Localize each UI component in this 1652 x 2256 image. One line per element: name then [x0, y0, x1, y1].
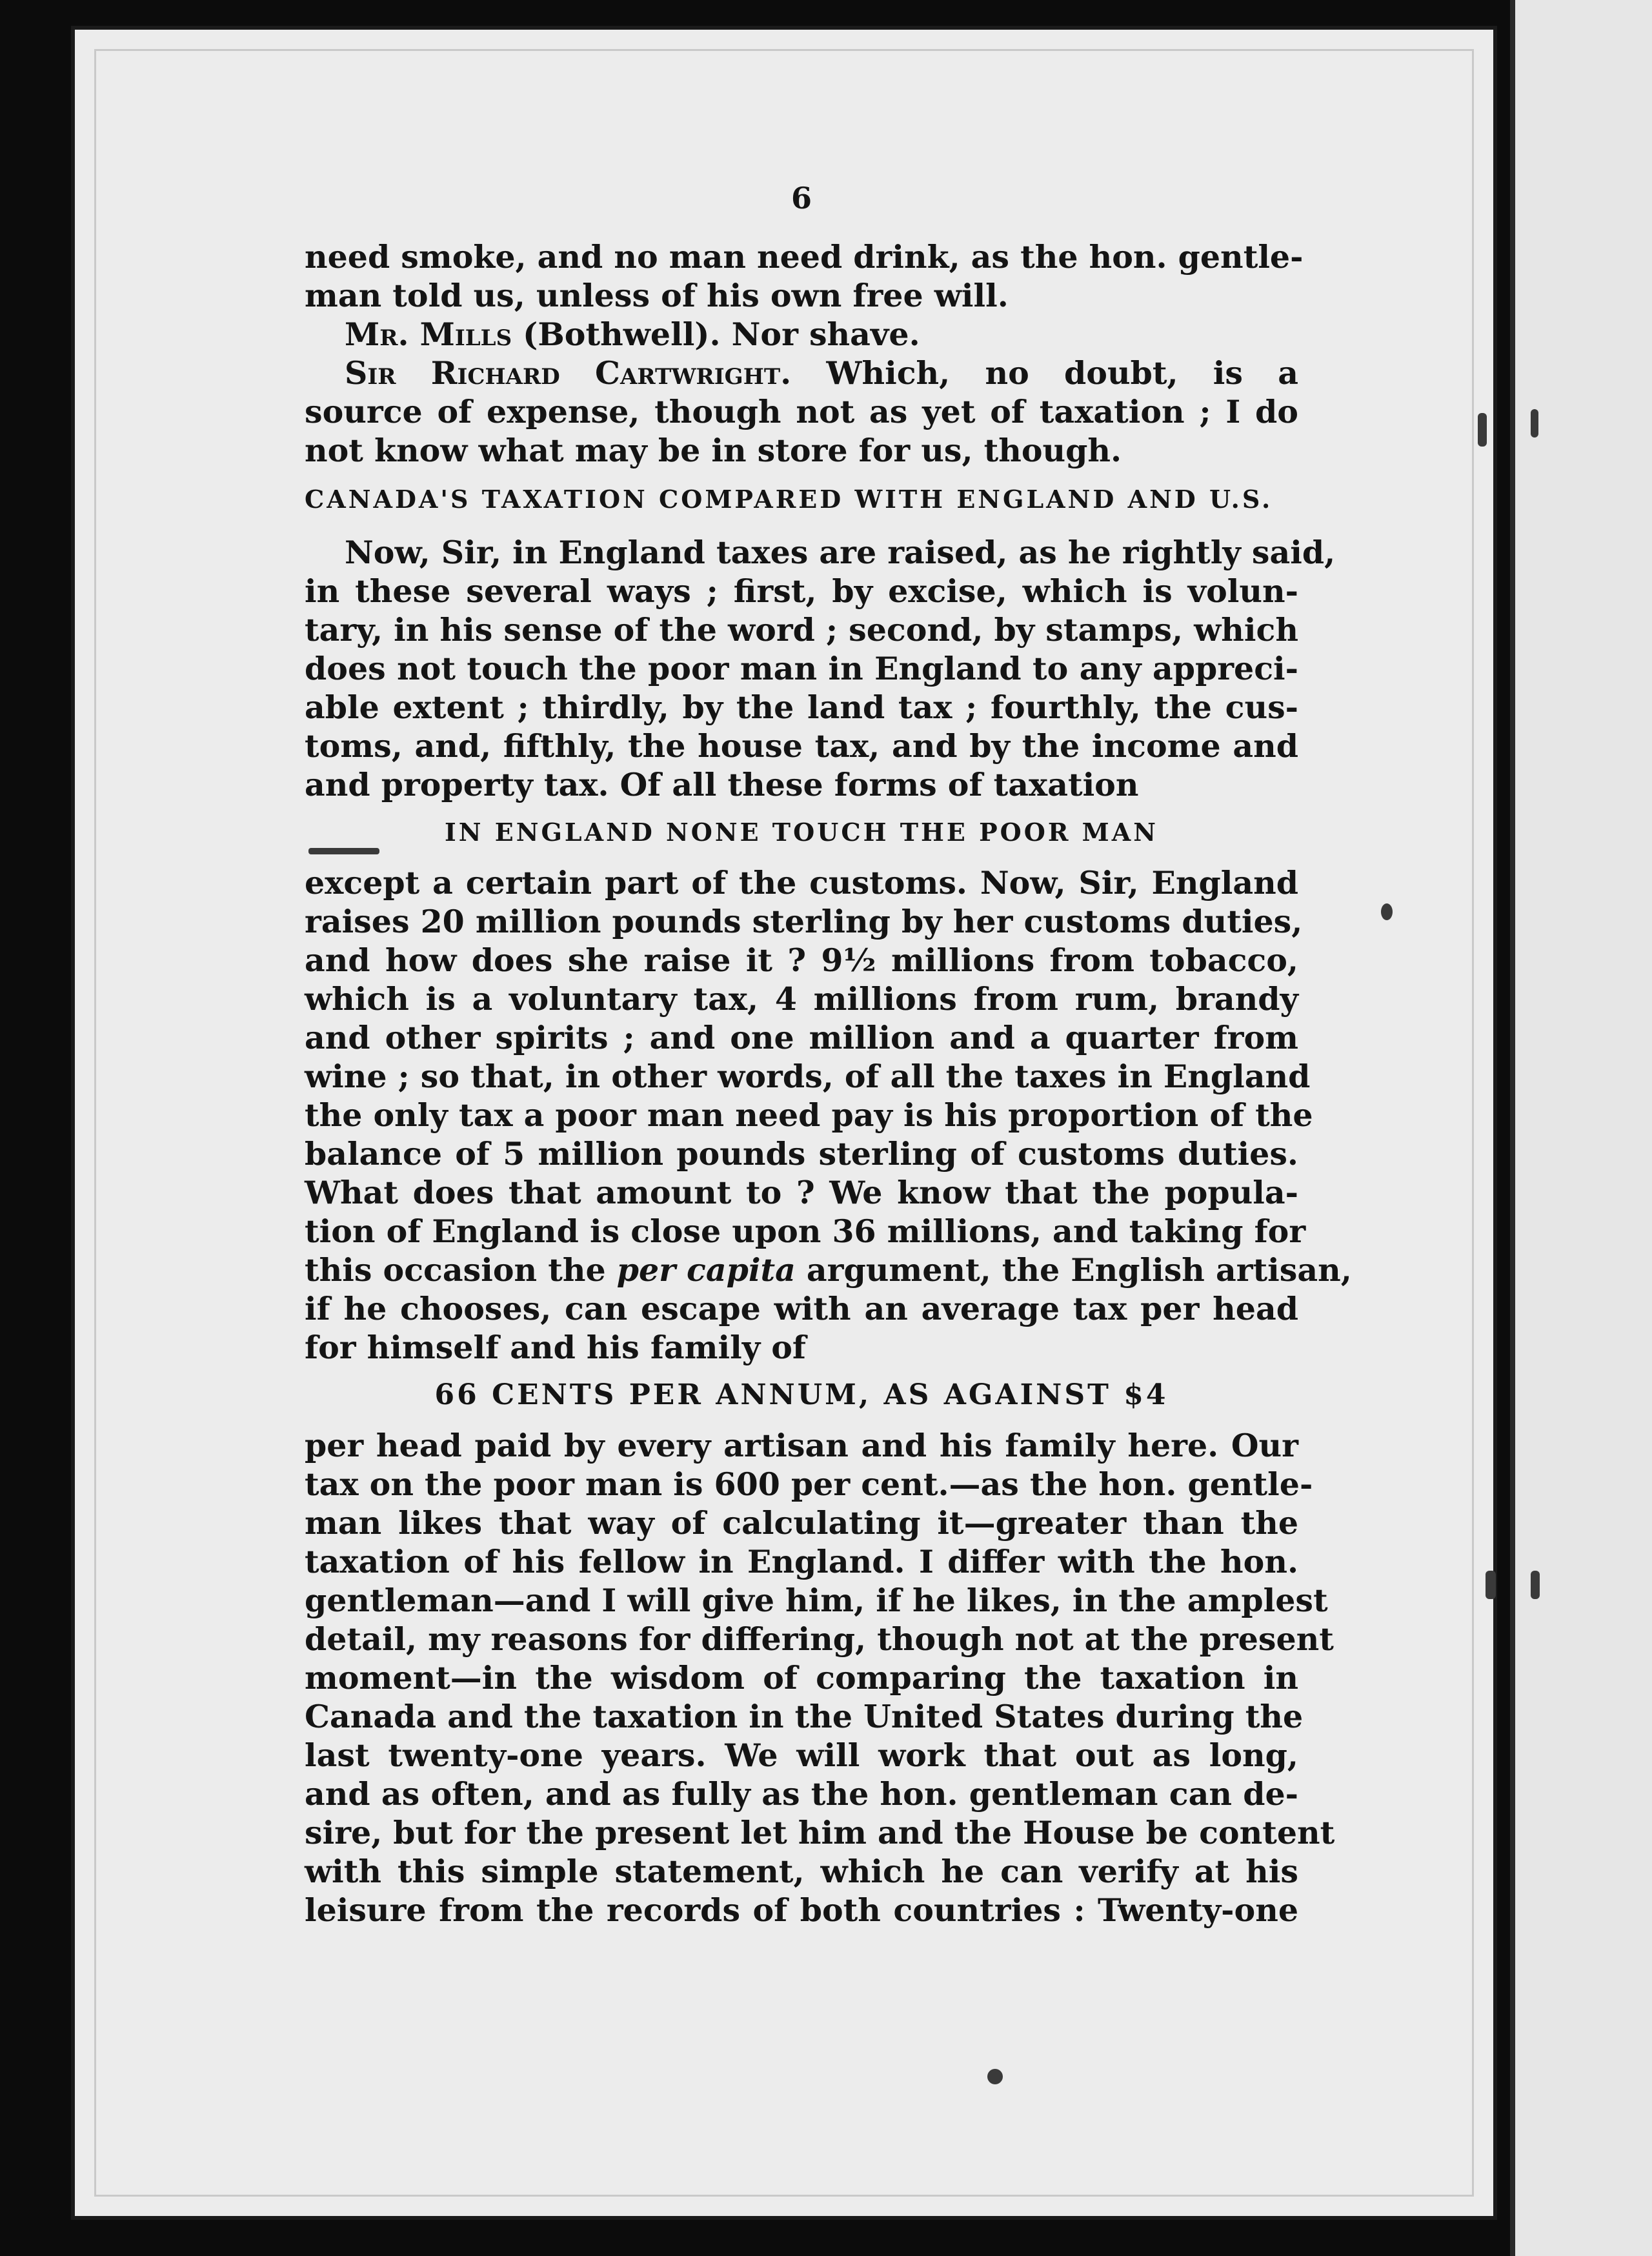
text-line: Now, Sir, in England taxes are raised, as he rightly said, — [345, 534, 1336, 571]
text-line: What does that amount to ? We know that the popula- — [305, 1174, 1298, 1211]
paragraph — [305, 863, 1352, 1367]
text-line: for himself and his family of — [305, 1329, 807, 1366]
speech-text: (Bothwell). Nor shave. — [512, 316, 920, 353]
ink-speck — [1486, 1571, 1496, 1599]
ink-speck — [1531, 1571, 1540, 1599]
speaker-name: Sir Richard Cartwright. — [345, 354, 792, 392]
text-line: per head paid by every artisan and his family here. Our — [305, 1427, 1298, 1464]
speaker-name: Mr. Mills — [345, 316, 512, 353]
paragraph — [305, 237, 1304, 315]
text-line: source of expense, though not as yet of taxation ; I do — [305, 393, 1298, 430]
text-line: Canada and the taxation in the United States during the — [305, 1698, 1304, 1735]
text-line: man likes that way of calculating it—greater than the — [305, 1504, 1298, 1542]
facing-page-edge — [1510, 0, 1652, 2256]
text-line: taxation of his fellow in England. I differ with the hon. — [305, 1543, 1298, 1580]
italic-term: per capita — [616, 1251, 796, 1289]
text-line: balance of 5 million pounds sterling of customs duties. — [305, 1135, 1298, 1173]
page-text — [305, 181, 1352, 1929]
text-line: raises 20 million pounds sterling by her customs duties, — [305, 903, 1303, 940]
text-line: last twenty-one years. We will work that out as long, — [305, 1737, 1298, 1774]
text-run: this occasion the — [305, 1251, 617, 1289]
speaker-exchange — [305, 315, 1298, 470]
text-line: moment—in the wisdom of comparing the taxation in — [305, 1659, 1298, 1697]
text-run: argument, the English artisan, — [795, 1251, 1352, 1289]
text-line: and as often, and as fully as the hon. gentleman can de- — [305, 1775, 1298, 1813]
text-line: man told us, unless of his own free will. — [305, 277, 1009, 314]
paragraph — [305, 1426, 1335, 1929]
section-heading: 66 CENTS PER ANNUM, AS AGAINST $4 — [434, 1378, 1169, 1411]
text-line: tary, in his sense of the word ; second, by stamps, which — [305, 611, 1298, 649]
text-line: the only tax a poor man need pay is his proportion of the — [305, 1096, 1313, 1134]
text-line: wine ; so that, in other words, of all the taxes in England — [305, 1058, 1311, 1095]
page-number: 6 — [791, 181, 812, 216]
text-line: able extent ; thirdly, by the land tax ; fourthly, the cus- — [305, 689, 1298, 726]
text-line: except a certain part of the customs. Now, Sir, England — [305, 864, 1298, 901]
text-line: toms, and, fifthly, the house tax, and by the income and — [305, 727, 1298, 765]
text-line — [305, 315, 1298, 354]
text-line: leisure from the records of both countries : Twenty-one — [305, 1891, 1298, 1929]
text-line: does not touch the poor man in England to any appreci- — [305, 650, 1298, 687]
section-heading: CANADA'S TAXATION COMPARED WITH ENGLAND AND U.S. — [305, 485, 1273, 514]
paragraph — [305, 533, 1336, 804]
text-line: in these several ways ; first, by excise, which is volun- — [305, 572, 1298, 610]
text-line: gentleman—and I will give him, if he likes, in the amplest — [305, 1582, 1328, 1619]
text-line: need smoke, and no man need drink, as the hon. gentle- — [305, 238, 1304, 276]
ink-speck — [1478, 413, 1487, 447]
ink-speck — [1531, 409, 1538, 438]
text-line: sire, but for the present let him and the House be content — [305, 1814, 1335, 1851]
text-line: and other spirits ; and one million and a quarter from — [305, 1019, 1298, 1056]
text-line: detail, my reasons for differing, though not at the present — [305, 1620, 1334, 1658]
ink-speck — [1381, 903, 1393, 920]
speech-text: Which, no doubt, is a — [791, 354, 1299, 392]
text-line: with this simple statement, which he can verify at his — [305, 1853, 1298, 1890]
text-line — [305, 1251, 1352, 1289]
section-heading: IN ENGLAND NONE TOUCH THE POOR MAN — [445, 818, 1158, 847]
text-line: if he chooses, can escape with an average tax per head — [305, 1290, 1298, 1327]
text-line — [305, 354, 1298, 392]
ink-speck — [987, 2069, 1003, 2084]
text-line: tion of England is close upon 36 millions, and taking for — [305, 1213, 1306, 1250]
text-line: which is a voluntary tax, 4 millions from rum, brandy — [305, 980, 1298, 1018]
text-line: and how does she raise it ? 9½ millions from tobacco, — [305, 942, 1298, 979]
text-line: tax on the poor man is 600 per cent.—as the hon. gentle- — [305, 1465, 1313, 1503]
text-line: not know what may be in store for us, though. — [305, 432, 1122, 469]
text-line: and property tax. Of all these forms of taxation — [305, 766, 1139, 803]
